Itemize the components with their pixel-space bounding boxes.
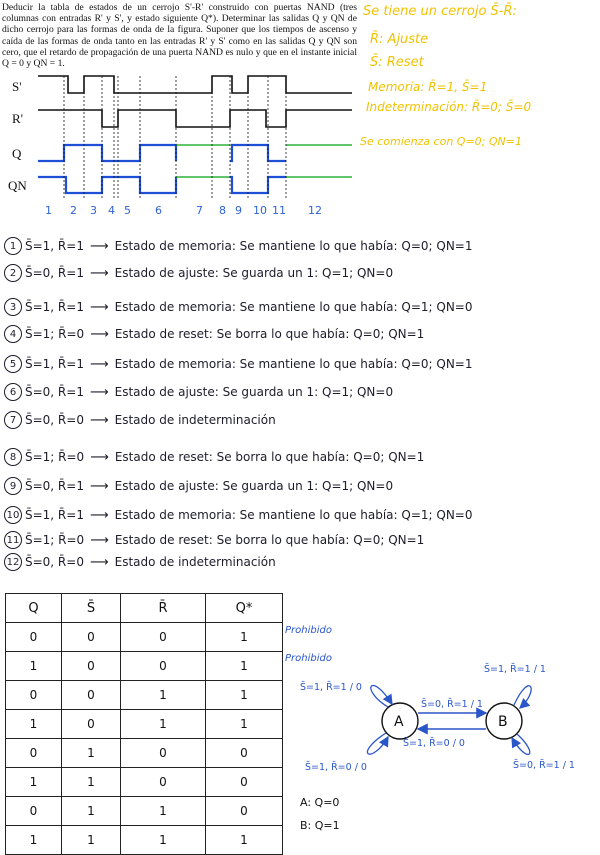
cell: 0 [206,768,283,797]
table-row [6,710,283,739]
state-b-label: B [498,714,508,730]
cell: 1 [6,710,62,739]
tick-10: 10 [253,204,267,217]
step-number: 12 [4,553,22,571]
cell: 1 [62,826,121,855]
step-3 [4,297,473,317]
arrow-icon: ⟶ [89,356,109,372]
cell: 1 [206,710,283,739]
cell: 0 [206,739,283,768]
note-memoria: Memoria: R̄=1, S̄=1 [368,80,488,94]
cell: 0 [6,623,62,652]
prohibido-label-row2: Prohibido [285,653,332,664]
cell: 0 [121,652,206,681]
arrow-icon: ⟶ [90,449,109,465]
cell: 0 [121,739,206,768]
cell: 0 [62,710,121,739]
cell: 1 [6,652,62,681]
self-loop-b-bottom [512,734,530,754]
cell: 0 [6,739,62,768]
arrow-icon: ⟶ [89,299,109,315]
signal-label-s: S' [12,79,22,94]
step-number: 4 [4,325,22,343]
table-row [6,652,283,681]
step-condition: S̄=1, R̄=1 [25,239,84,253]
header-qstar: Q* [206,594,283,623]
arrow-icon: ⟶ [90,532,109,548]
step-6 [4,382,393,402]
arrow-icon: ⟶ [90,326,109,342]
cell: 1 [62,797,121,826]
label-b-to-a: S̄=1, R̄=0 / 0 [403,738,465,749]
note-ajuste: R̄: Ajuste [370,32,429,47]
cell: 1 [206,652,283,681]
arrow-icon: ⟶ [89,478,109,494]
note-start: Se comienza con Q=0; QN=1 [360,135,522,148]
cell: 1 [6,768,62,797]
cell: 1 [6,826,62,855]
table-row [6,623,283,652]
tick-7: 7 [196,204,203,217]
step-description: Estado de memoria: Se mantiene lo que había: Q=1; QN=0 [114,508,473,522]
table-row [6,681,283,710]
cell: 1 [206,826,283,855]
step-11 [4,530,424,550]
cell: 0 [62,623,121,652]
tick-5: 5 [124,204,131,217]
step-condition: S̄=0, R̄=1 [25,479,84,493]
step-description: Estado de reset: Se borra lo que había: Q=0; QN=1 [114,533,425,547]
arrow-icon: ⟶ [89,238,109,254]
arrow-icon: ⟶ [89,412,109,428]
cell: 1 [121,826,206,855]
waveform-r [38,110,352,127]
step-condition: S̄=0, R̄=0 [25,555,84,569]
signal-label-qn: QN [8,178,27,193]
cell: 0 [62,681,121,710]
header-q: Q [6,594,62,623]
step-condition: S̄=1; R̄=0 [25,450,85,464]
interval-markers [64,76,286,200]
cell: 1 [62,768,121,797]
header-s: S̄ [62,594,121,623]
step-description: Estado de ajuste: Se guarda un 1: Q=1; QN=0 [114,385,394,399]
step-number: 9 [4,477,22,495]
waveform-q-2 [230,145,286,161]
cell: 1 [121,681,206,710]
note-title: Se tiene un cerrojo S̄-R̄: [363,4,517,19]
cell: 1 [121,710,206,739]
waveform-qn-2 [230,177,286,193]
tick-2: 2 [70,204,77,217]
note-indeterminacion: Indeterminación: R̄=0; S̄=0 [366,100,532,114]
signal-label-r: R' [12,111,24,126]
state-a-label: A [394,714,404,730]
label-b-self-top: S̄=1, R̄=1 / 1 [484,664,546,675]
table-row [6,739,283,768]
label-b-self-bottom: S̄=0, R̄=1 / 1 [513,760,575,771]
arrow-icon: ⟶ [89,507,109,523]
tick-3: 3 [90,204,97,217]
tick-11: 11 [272,204,286,217]
arrow-icon: ⟶ [89,265,109,281]
step-12 [4,552,276,572]
label-a-self-bottom: S̄=1, R̄=0 / 0 [305,762,367,773]
step-number: 6 [4,383,22,401]
step-description: Estado de reset: Se borra lo que había: Q=0; QN=1 [114,450,425,464]
arrow-icon: ⟶ [89,554,109,570]
waveform-s [38,76,352,93]
table-row [6,797,283,826]
waveform-q [38,145,176,161]
tick-12: 12 [308,204,322,217]
step-description: Estado de indeterminación [114,555,276,569]
signal-label-q: Q [12,146,22,161]
step-number: 5 [4,355,22,373]
step-9 [4,476,393,496]
step-description: Estado de ajuste: Se guarda un 1: Q=1; QN=0 [114,479,394,493]
label-a-to-b: S̄=0, R̄=1 / 1 [421,699,483,710]
tick-4: 4 [108,204,115,217]
cell: 0 [121,623,206,652]
table-header-row [6,594,283,623]
step-2 [4,263,393,283]
step-description: Estado de memoria: Se mantiene lo que había: Q=1; QN=0 [114,300,473,314]
step-8 [4,447,424,467]
label-a-self-top: S̄=1, R̄=1 / 0 [300,682,362,693]
step-number: 8 [4,448,22,466]
step-condition: S̄=0, R̄=1 [25,266,84,280]
cell: 0 [121,768,206,797]
table-row [6,826,283,855]
arrow-icon: ⟶ [89,384,109,400]
self-loop-a-top [371,685,392,707]
waveform-qn [38,177,176,193]
problem-statement: Deducir la tabla de estados de un cerrojo S'-R' construido con puertas NAND (tres columnas con entradas R' y S', y estado siguiente Q*). Determinar las salidas Q y QN de dicho cerrojo para las formas de onda de la figura. Suponer que los tiempos de ascenso y caída de las formas de onda tanto en las entradas R' y S' como en las salidas Q y QN son cero, que el retardo de propagación de una puerta NAND es nulo y que en el instante inicial Q = 0 y QN = 1. [2,2,357,70]
step-description: Estado de memoria: Se mantiene lo que había: Q=0; QN=1 [114,357,473,371]
step-number: 11 [4,531,22,549]
note-reset: S̄: Reset [370,55,424,70]
step-description: Estado de indeterminación [114,413,276,427]
legend-state-b: B: Q=1 [300,819,340,832]
step-description: Estado de ajuste: Se guarda un 1: Q=1; QN=0 [114,266,394,280]
step-condition: S̄=1; R̄=0 [25,327,85,341]
step-condition: S̄=0, R̄=1 [25,385,84,399]
cell: 0 [62,652,121,681]
cell: 0 [206,797,283,826]
state-table [5,593,283,855]
step-5 [4,354,473,374]
step-condition: S̄=1, R̄=1 [25,508,84,522]
tick-6: 6 [155,204,162,217]
step-description: Estado de reset: Se borra lo que había: Q=0; QN=1 [114,327,425,341]
step-number: 2 [4,264,22,282]
step-condition: S̄=1; R̄=0 [25,533,85,547]
header-r: R̄ [121,594,206,623]
step-number: 3 [4,298,22,316]
cell: 1 [206,681,283,710]
tick-9: 9 [235,204,242,217]
step-10 [4,505,473,525]
cell: 1 [121,797,206,826]
table-row [6,768,283,797]
step-4 [4,324,424,344]
step-1 [4,236,473,256]
step-number: 1 [4,237,22,255]
cell: 1 [206,623,283,652]
step-number: 7 [4,411,22,429]
cell: 1 [62,739,121,768]
self-loop-b-top [514,686,531,708]
step-condition: S̄=1, R̄=1 [25,300,84,314]
cell: 0 [6,681,62,710]
state-a-node [382,703,418,739]
step-number: 10 [4,506,22,524]
state-b-node [486,703,522,739]
step-7 [4,410,276,430]
prohibido-label-row1: Prohibido [285,625,332,636]
tick-8: 8 [219,204,226,217]
self-loop-a-bottom [367,733,388,754]
step-condition: S̄=0, R̄=0 [25,413,84,427]
tick-1: 1 [45,204,52,217]
legend-state-a: A: Q=0 [300,796,340,809]
step-condition: S̄=1, R̄=1 [25,357,84,371]
step-description: Estado de memoria: Se mantiene lo que había: Q=0; QN=1 [114,239,473,253]
cell: 0 [6,797,62,826]
